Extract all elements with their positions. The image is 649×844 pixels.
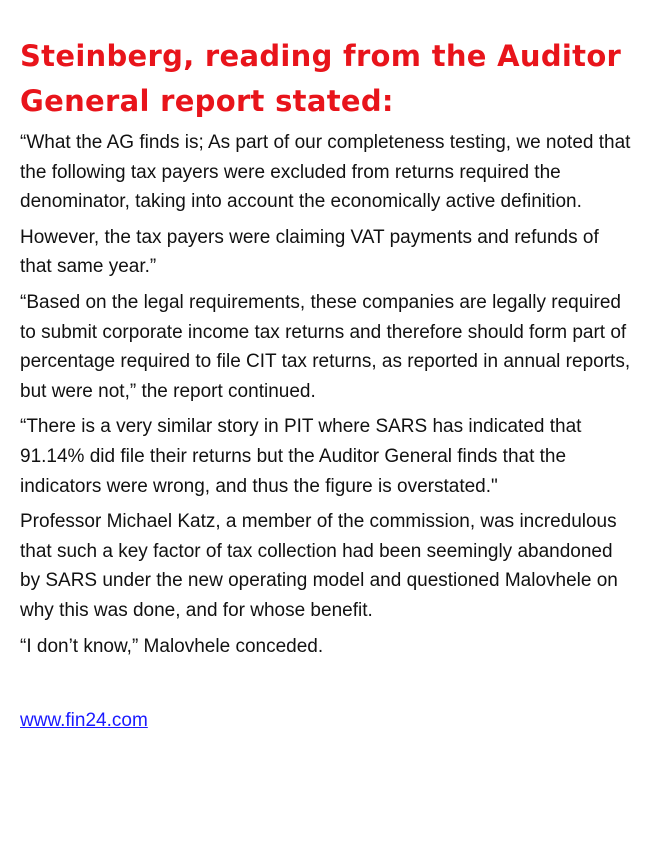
article-paragraph: However, the tax payers were claiming VAT payments and refunds of that same year.” — [20, 226, 599, 278]
article-heading: Steinberg, reading from the Auditor General report stated: — [20, 39, 622, 118]
article-paragraph: “Based on the legal requirements, these companies are legally required to submit corporate income tax returns and therefore should form part of percentage required to file CIT tax returns, as reported in annual reports, but were not,” the report continued. — [20, 291, 631, 402]
article-paragraph: “There is a very similar story in PIT where SARS has indicated that 91.14% did file their returns but the Auditor General finds that the indicators were wrong, and thus the figure is overstated." — [20, 416, 582, 497]
article-paragraph: Professor Michael Katz, a member of the commission, was incredulous that such a key factor of tax collection had been seemingly abandoned by SARS under the new operating model and questioned Malovhele on why this was done, and for whose benefit. — [20, 511, 618, 621]
article-paragraph: “I don’t know,” Malovhele conceded. — [20, 635, 324, 657]
article — [20, 34, 632, 735]
source-link[interactable]: www.fin24.com — [20, 710, 148, 732]
article-paragraph: “What the AG finds is; As part of our completeness testing, we noted that the following tax payers were excluded from returns required the denominator, taking into account the economically active definition. — [20, 132, 631, 213]
